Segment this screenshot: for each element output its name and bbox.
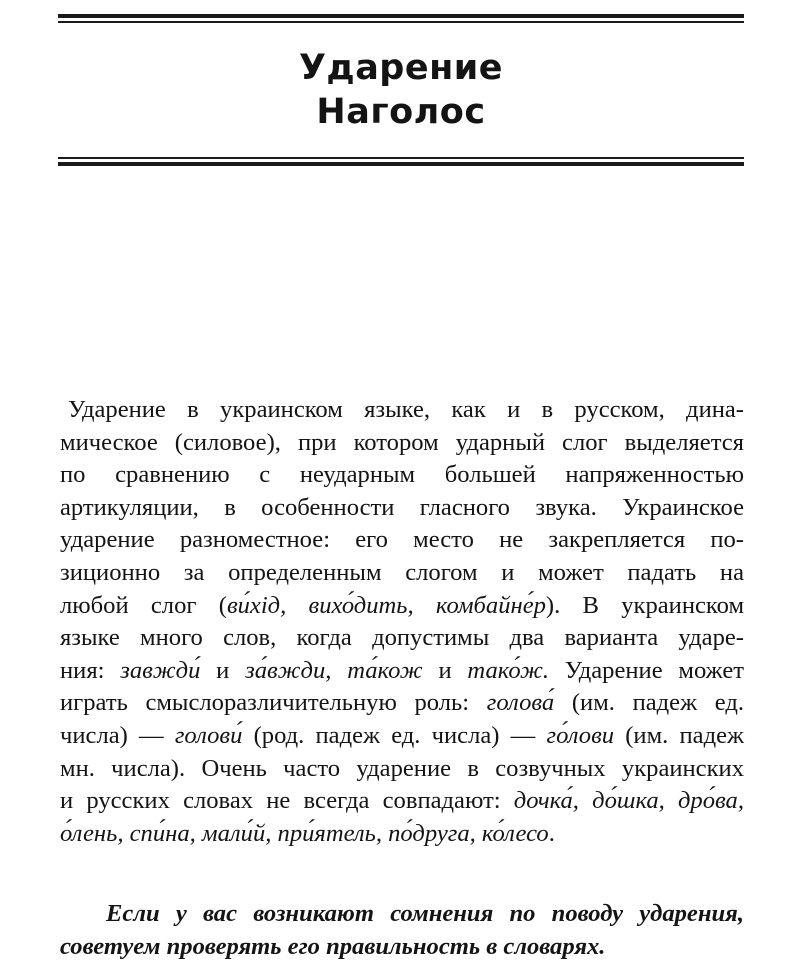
paragraph-line: числа) — голови́ (род. падеж ед. числа) — го́лови (им. падеж (60, 721, 744, 749)
paragraph-line: любой слог (ви́хід, вихо́дить, комбайне́р). В украинском (60, 591, 745, 619)
page-title (58, 46, 744, 134)
paragraph-line: играть смыслоразличительную роль: голова́ (им. падеж ед. (60, 689, 744, 717)
paragraph-line: о́лень, спи́на, мали́й, при́ятель, по́друга, ко́лесо. (60, 819, 555, 847)
example-words: ви́хід, вихо́дить, комбайне́р (226, 591, 546, 619)
title-ukrainian: Наголос (316, 92, 486, 132)
bottom-rule-thin (58, 157, 744, 159)
paragraph-line: языке много слов, когда допустимы два варианта ударе- (60, 624, 744, 652)
example-words: дочка́, до́шка, дро́ва, (513, 787, 744, 815)
title-russian: Ударение (298, 48, 504, 88)
example-words: голова́ (486, 689, 555, 717)
bottom-rule-thick (58, 162, 744, 166)
advice-note (60, 898, 744, 963)
paragraph-line: ударение разноместное: его место не закрепляется по- (60, 526, 744, 554)
note-line: советуем проверять его правильность в словарях. (60, 932, 606, 960)
example-words: го́лови (546, 721, 615, 749)
top-rule-thick (58, 14, 744, 18)
example-words: завжди́ (120, 656, 201, 684)
example-words: тако́ж. (467, 656, 550, 684)
top-double-rule (58, 14, 744, 23)
top-rule-thin (58, 21, 744, 23)
paragraph-line: артикуляции, в особенности гласного звука. Украинское (60, 493, 744, 521)
note-line: Если у вас возникают сомнения по поводу ударения, (106, 900, 744, 927)
body-paragraph (60, 394, 744, 850)
example-words: за́вжди, та́кож (245, 656, 423, 684)
paragraph-line: мическое (силовое), при котором ударный слог выделяется (60, 428, 744, 456)
paragraph-line: ния: завжди́ и за́вжди, та́кож и тако́ж. Ударение может (60, 656, 744, 684)
bottom-double-rule (58, 157, 744, 166)
paragraph-line: по сравнению с неударным большей напряженностью (60, 461, 744, 489)
paragraph-line: и русских словах не всегда совпадают: дочка́, до́шка, дро́ва, (60, 787, 744, 815)
example-words: голови́ (174, 721, 243, 749)
paragraph-line: мн. числа). Очень часто ударение в созвучных украинских (60, 754, 744, 782)
paragraph-line: зиционно за определенным слогом и может падать на (60, 558, 744, 586)
example-words: о́лень, спи́на, мали́й, при́ятель, по́друга, ко́лесо (60, 819, 549, 847)
paragraph-line: Ударение в украинском языке, как и в русском, дина- (68, 396, 744, 423)
